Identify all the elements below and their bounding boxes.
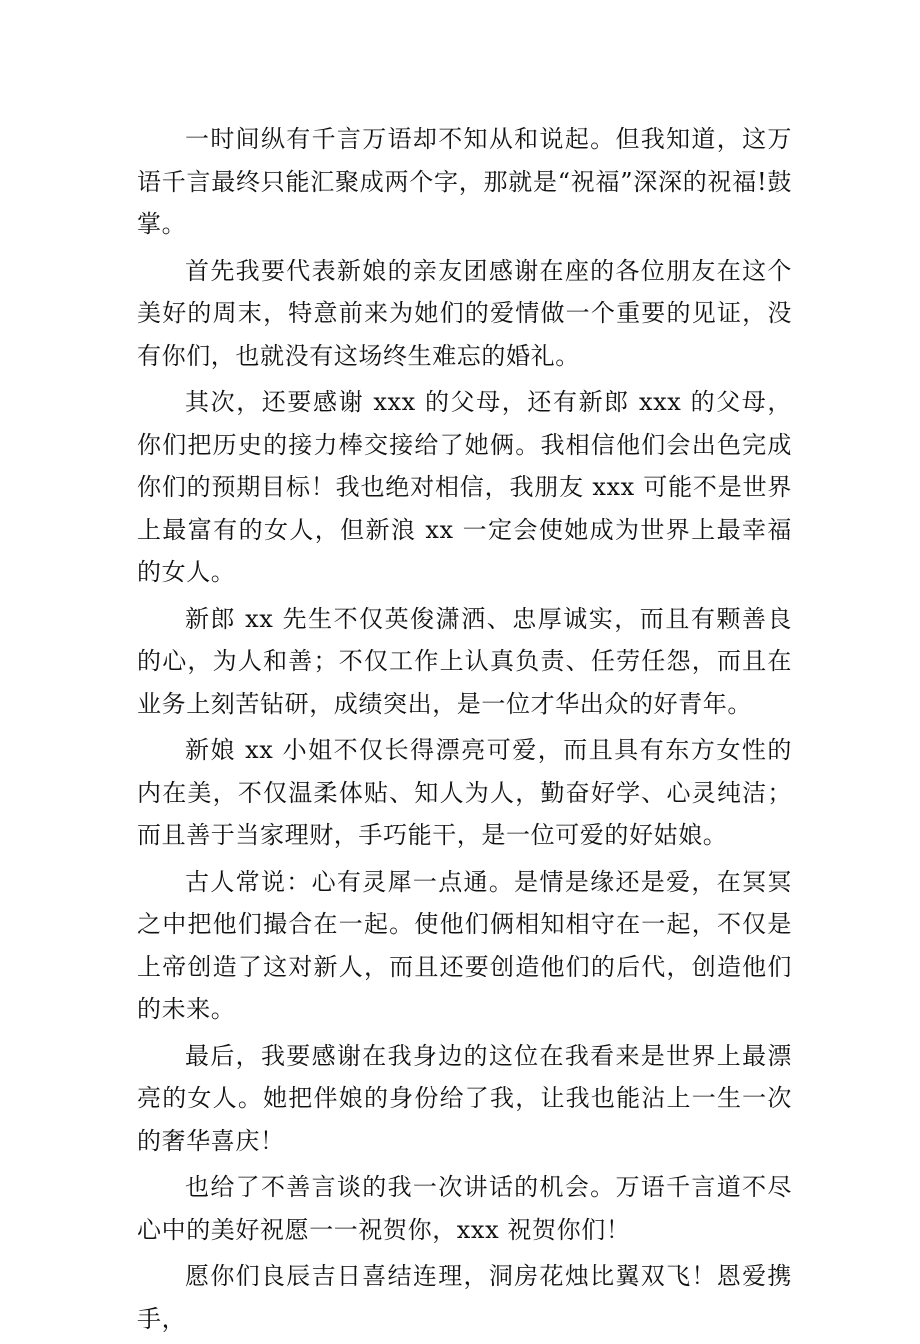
paragraph-2: 首先我要代表新娘的亲友团感谢在座的各位朋友在这个美好的周末，特意前来为她们的爱情做一个重要的见证，没有你们，也就没有这场终生难忘的婚礼。 xyxy=(137,256,792,370)
paragraph-7: 最后，我要感谢在我身边的这位在我看来是世界上最漂亮的女人。她把伴娘的身份给了我，让我也能沾上一生一次的奢华喜庆！ xyxy=(137,1041,792,1155)
paragraph-5: 新娘 xx 小姐不仅长得漂亮可爱，而且具有东方女性的内在美，不仅温柔体贴、知人为人，勤奋好学、心灵纯洁；而且善于当家理财，手巧能干，是一位可爱的好姑娘。 xyxy=(137,736,792,849)
paragraph-4: 新郎 xx 先生不仅英俊潇洒、忠厚诚实，而且有颗善良的心，为人和善；不仅工作上认真负责、任劳任怨，而且在业务上刻苦钻研，成绩突出，是一位才华出众的好青年。 xyxy=(137,604,792,718)
document-body xyxy=(137,118,792,1344)
paragraph-8: 也给了不善言谈的我一次讲话的机会。万语千言道不尽心中的美好祝愿一一祝贺你，xxx 祝贺你们！ xyxy=(137,1173,792,1244)
paragraph-1: 一时间纵有千言万语却不知从和说起。但我知道，这万语千言最终只能汇聚成两个字，那就是“祝福”深深的祝福!鼓掌。 xyxy=(137,125,792,238)
paragraph-6: 古人常说：心有灵犀一点通。是情是缘还是爱，在冥冥之中把他们撮合在一起。使他们俩相知相守在一起，不仅是上帝创造了这对新人，而且还要创造他们的后代，创造他们的未来。 xyxy=(137,867,792,1023)
paragraph-3: 其次，还要感谢 xxx 的父母，还有新郎 xxx 的父母，你们把历史的接力棒交接给了她俩。我相信他们会出色完成你们的预期目标！我也绝对相信，我朋友 xxx 可能不是世界上最富有的女人，但新浪 xx 一定会使她成为世界上最幸福的女人。 xyxy=(137,388,792,586)
paragraph-9: 愿你们良辰吉日喜结连理，洞房花烛比翼双飞！恩爱携手， xyxy=(137,1262,792,1333)
